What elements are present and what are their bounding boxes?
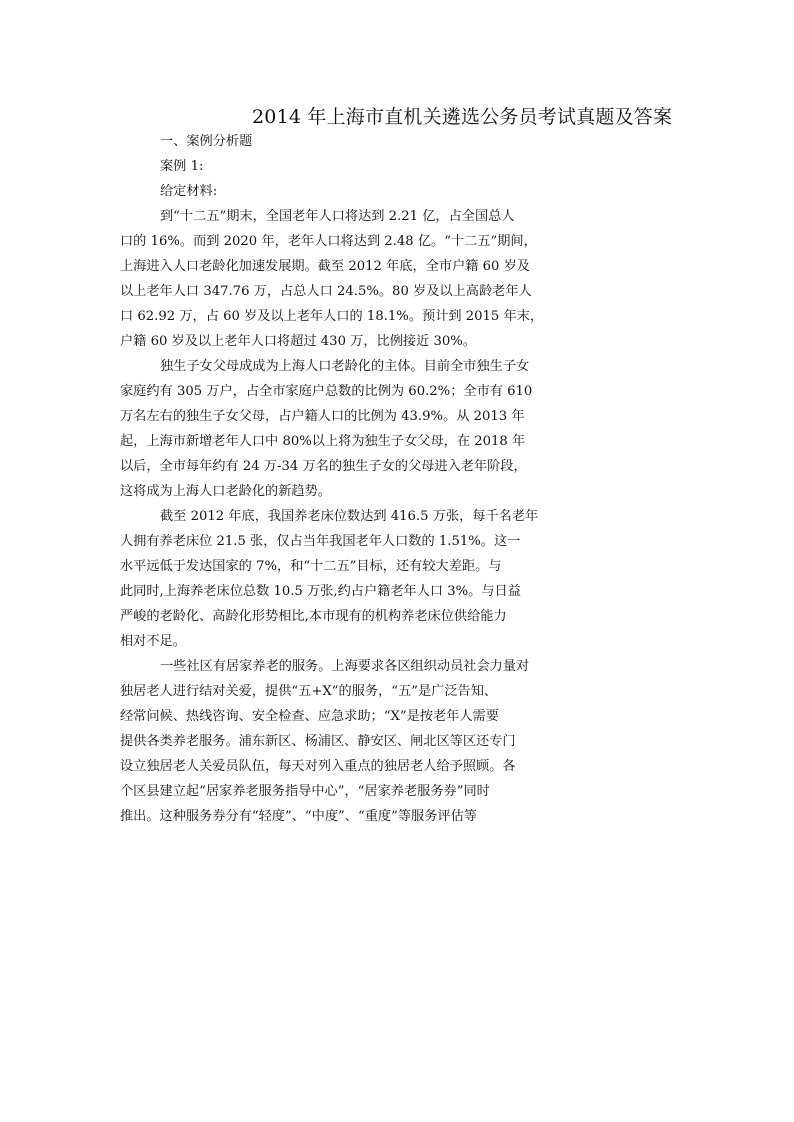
- paragraph-line: 严峻的老龄化、高龄化形势相比,本市现有的机构养老床位供给能力: [120, 609, 507, 624]
- paragraph-line: 独居老人进行结对关爱，提供“五+X”的服务，“五”是广泛告知、: [120, 684, 498, 699]
- paragraph-line: 上海进入人口老龄化加速发展期。截至 2012 年底，全市户籍 60 岁及: [120, 259, 530, 274]
- paragraph-line: 一些社区有居家养老的服务。上海要求各区组织动员社会力量对: [160, 659, 530, 674]
- paragraph-line: 这将成为上海人口老龄化的新趋势。: [120, 484, 331, 499]
- paragraph-line: 推出。这种服务券分有“轻度”、“中度”、“重度”等服务评估等: [120, 809, 477, 824]
- paragraph-line: 经常问候、热线咨询、安全检查、应急求助；“X”是按老年人需要: [120, 709, 499, 724]
- paragraph-line: 家庭约有 305 万户，占全市家庭户总数的比例为 60.2%；全市有 610: [120, 384, 533, 399]
- paragraph-line: 此同时,上海养老床位总数 10.5 万张,约占户籍老年人口 3%。与日益: [120, 584, 521, 599]
- paragraph-line: 设立独居老人关爱员队伍，每天对列入重点的独居老人给予照顾。各: [120, 759, 516, 774]
- paragraph-line: 截至 2012 年底，我国养老床位数达到 416.5 万张，每千名老年: [160, 509, 539, 524]
- paragraph-line: 万名左右的独生子女父母，占户籍人口的比例为 43.9%。从 2013 年: [120, 409, 525, 424]
- paragraph-line: 口的 16%。而到 2020 年，老年人口将达到 2.48 亿。“十二五”期间，: [120, 234, 537, 249]
- paragraph-line: 以上老年人口 347.76 万，占总人口 24.5%。80 岁及以上高龄老年人: [120, 284, 532, 299]
- paragraph-line: 户籍 60 岁及以上老年人口将超过 430 万，比例接近 30%。: [120, 334, 476, 349]
- paragraph-line: 口 62.92 万，占 60 岁及以上老年人口的 18.1%。预计到 2015 年末，: [120, 309, 544, 324]
- paragraph-line: 提供各类养老服务。浦东新区、杨浦区、静安区、闸北区等区还专门: [120, 734, 516, 749]
- material-label: 给定材料:: [160, 184, 218, 199]
- paragraph-line: 到“十二五”期末，全国老年人口将达到 2.21 亿，占全国总人: [160, 209, 515, 224]
- paragraph-line: 人拥有养老床位 21.5 张，仅占当年我国老年人口数的 1.51%。这一: [120, 534, 521, 549]
- document-title: 2014 年上海市直机关遴选公务员考试真题及答案: [252, 106, 673, 128]
- paragraph-line: 水平远低于发达国家的 7%，和“十二五”目标，还有较大差距。与: [120, 559, 502, 574]
- paragraph-line: 个区县建立起“居家养老服务指导中心”，“居家养老服务券”同时: [120, 784, 490, 799]
- paragraph-line: 相对不足。: [120, 634, 186, 649]
- paragraph-line: 起，上海市新增老年人口中 80%以上将为独生子女父母，在 2018 年: [120, 434, 526, 449]
- paragraph-line: 以后，全市每年约有 24 万-34 万名的独生子女的父母进入老年阶段，: [120, 459, 527, 474]
- section-heading: 一、案例分析题: [160, 134, 253, 149]
- case-label: 案例 1:: [160, 159, 204, 174]
- paragraph-line: 独生子女父母成成为上海人口老龄化的主体。目前全市独生子女: [160, 359, 530, 374]
